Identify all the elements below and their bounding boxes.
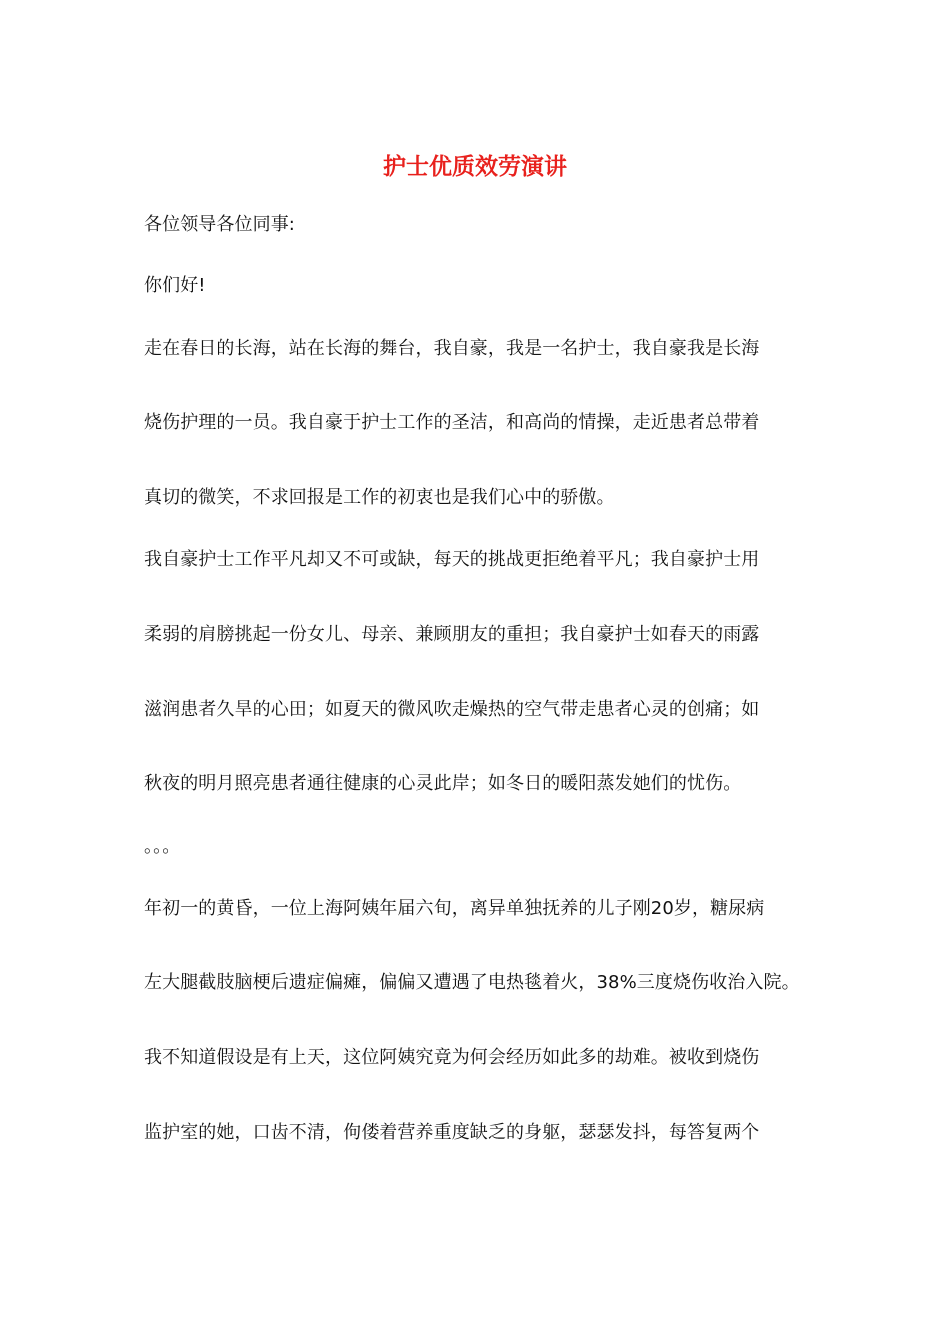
paragraph-line: 年初一的黄昏，一位上海阿姨年届六旬，离异单独抚养的儿子刚20岁，糖尿病 (144, 898, 765, 919)
salutation: 各位领导各位同事: (144, 214, 295, 235)
paragraph-line: 左大腿截肢脑梗后遗症偏瘫，偏偏又遭遇了电热毯着火，38%三度烧伤收治入院。 (144, 972, 800, 993)
paragraph-line: 秋夜的明月照亮患者通往健康的心灵此岸；如冬日的暖阳蒸发她们的忧伤。 (144, 773, 742, 794)
paragraph-line: 我自豪护士工作平凡却又不可或缺，每天的挑战更拒绝着平凡；我自豪护士用 (144, 549, 760, 570)
paragraph-line: 走在春日的长海，站在长海的舞台，我自豪，我是一名护士，我自豪我是长海 (144, 338, 760, 359)
greeting: 你们好! (144, 275, 206, 296)
paragraph-line: 真切的微笑，不求回报是工作的初衷也是我们心中的骄傲。 (144, 487, 615, 508)
paragraph-line: 烧伤护理的一员。我自豪于护士工作的圣洁，和高尚的情操，走近患者总带着 (144, 412, 760, 433)
paragraph-line: 我不知道假设是有上天，这位阿姨究竟为何会经历如此多的劫难。被收到烧伤 (144, 1047, 760, 1068)
document-title: 护士优质效劳演讲 (383, 153, 567, 180)
ellipsis-line: 。。。 (144, 836, 181, 857)
paragraph-line: 滋润患者久旱的心田；如夏天的微风吹走燥热的空气带走患者心灵的创痛；如 (144, 699, 760, 720)
paragraph-line: 柔弱的肩膀挑起一份女儿、母亲、兼顾朋友的重担；我自豪护士如春天的雨露 (144, 624, 760, 645)
paragraph-line: 监护室的她，口齿不清，佝偻着营养重度缺乏的身躯，瑟瑟发抖，每答复两个 (144, 1122, 760, 1143)
